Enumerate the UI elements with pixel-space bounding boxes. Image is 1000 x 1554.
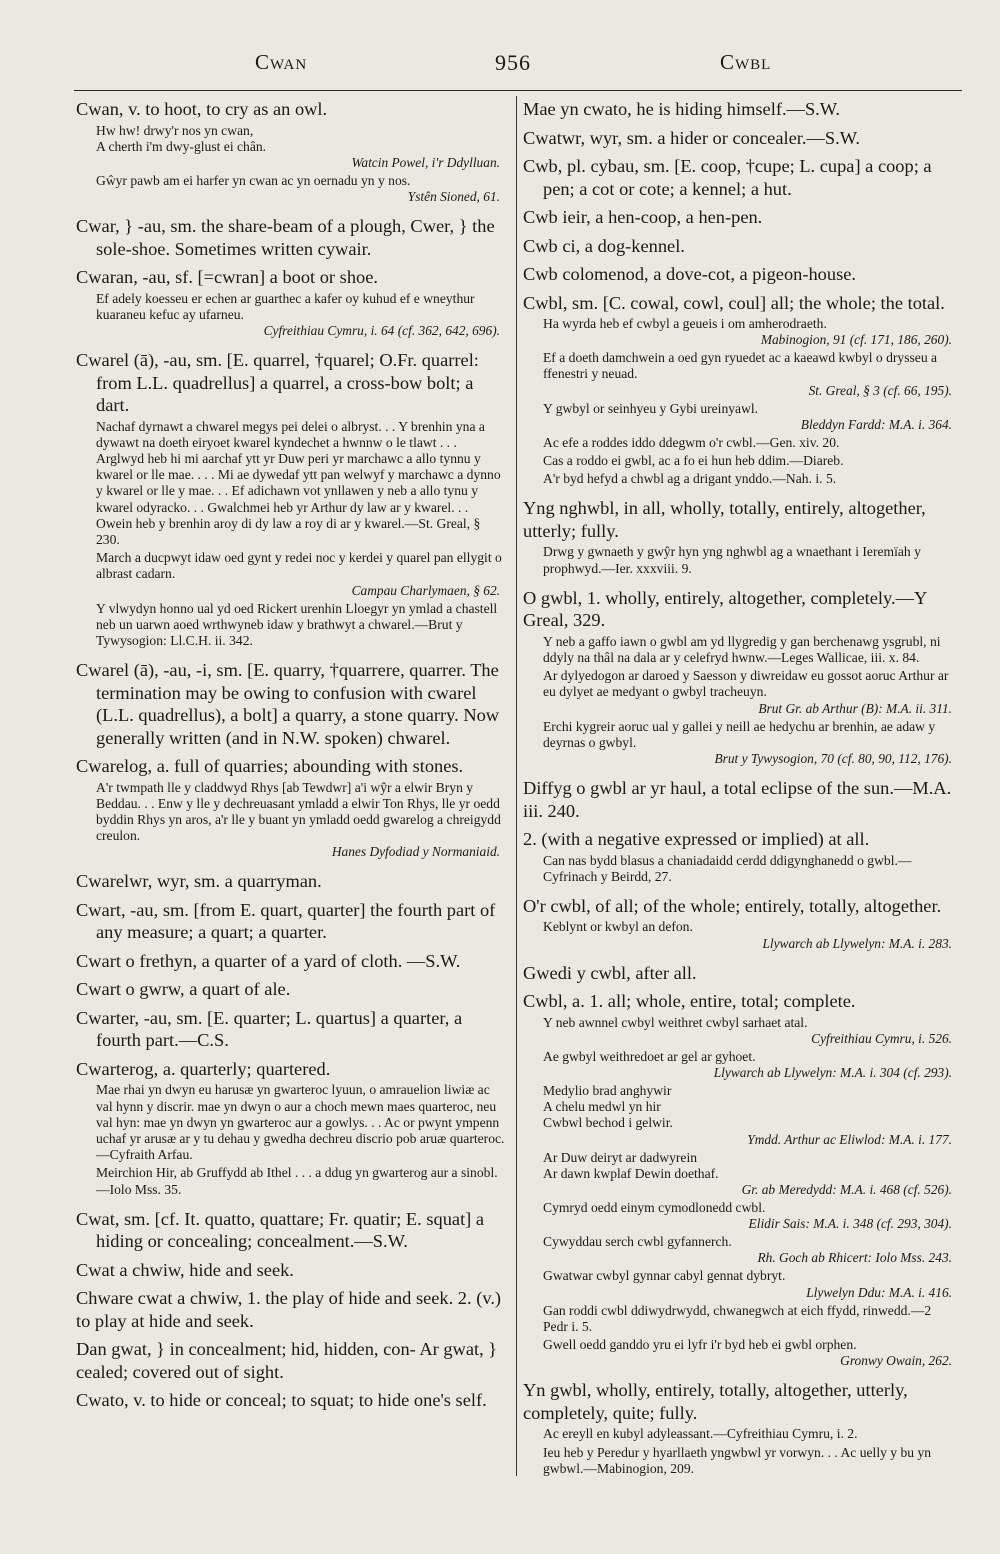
entry-gap <box>76 860 506 868</box>
sub-definition: Diffyg o gwbl ar yr haul, a total eclipse of the sun.—M.A. iii. 240. <box>523 778 952 821</box>
sub-definition: Chware cwat a chwiw, 1. the play of hide and seek. 2. (v.) to play at hide and seek. <box>76 1288 502 1331</box>
citation-text: A'r twmpath lle y claddwyd Rhys [ab Tewdwr] a'i wŷr a elwir Bryn y Beddau. . . Enw y lle y dechreuasant ymladd a elwir Ton Rhys, lle yr oedd byddin Rhys yn aros, a'r lle y buant yn ymladd oedd gwarelog a chreigydd creulon. <box>96 779 501 844</box>
citation-text: Ar dawn kwplaf Dewin doethaf. <box>543 1165 719 1181</box>
citation-text: Ef adely koesseu er echen ar guarthec a kafer oy kuhud ef e wneythur kuaraneu kefuc ay ufarneu. <box>96 290 475 322</box>
citation-text: A chelu medwl yn hir <box>543 1099 661 1115</box>
headword-definition: Cwaran, -au, sf. [=cwran] a boot or shoe. <box>76 267 378 288</box>
entry-gap <box>523 200 958 204</box>
dictionary-entry <box>523 235 958 262</box>
citation-source: Brut Gr. ab Arthur (B): M.A. ii. 311. <box>758 700 952 716</box>
citation-text: Drwg y gwnaeth y gwŷr hyn yng nghwbl ag a wnaethant i Ieremïah y prophwyd.—Ier. xxxviii. 9. <box>543 544 921 576</box>
entry-gap <box>523 487 958 495</box>
dictionary-entry <box>523 155 958 204</box>
dictionary-entry <box>76 1007 506 1056</box>
sub-definition: O'r cwbl, of all; of the whole; entirely, totally, altogether. <box>523 895 942 916</box>
citation-text: Ae gwbyl weithredoet ar gel ar gyhoet. <box>543 1048 756 1064</box>
sub-definition: Cwb ci, a dog-kennel. <box>523 235 685 256</box>
sub-definition: Dan gwat, } in concealment; hid, hidden, con- Ar gwat, } cealed; covered out of sight. <box>76 1339 498 1382</box>
entry-gap <box>76 1253 506 1257</box>
headword-definition: Cwarel (ā), -au, -i, sm. [E. quarry, †quarrere, quarrer. The termination may be owing to confusion with cwarel (L.L. quadrellus), a bolt] a quarry, a stone quarry. Now generally written (and in N.W. spoken) chwarel. <box>76 660 500 748</box>
citation-text: Y neb a gaffo iawn o gwbl am yd llygredig y gan berchenawg ysgrubl, ni ddyly na thâl na dala ar y celefryd hwnw.—Leges Wallicae, iii. x. 84. <box>543 633 941 666</box>
citation <box>543 1445 958 1477</box>
citation-text: Ha wyrda heb ef cwbyl a geueis i om amherodraeth. <box>543 316 827 331</box>
sub-definition: Mae yn cwato, he is hiding himself.—S.W. <box>523 99 841 119</box>
sub-definition: Yn gwbl, wholly, entirely, totally, altogether, utterly, completely, quite; fully. <box>523 1380 908 1423</box>
sub-definition: Cwart o frethyn, a quarter of a yard of cloth. —S.W. <box>76 950 461 971</box>
entry-gap <box>76 1332 506 1336</box>
sub-definition: Gwedi y cwbl, after all. <box>523 962 697 983</box>
headword-definition: Cwat, sm. [cf. It. quatto, quattare; Fr. quatir; E. squat] a hiding or concealing; concealment.—S.W. <box>76 1208 485 1252</box>
citation-text: Ieu heb y Peredur y hyarllaeth yngwbwl yr vorwyn. . . Ac uelly y bu yn gwbwl.—Mabinogion, 209. <box>543 1444 932 1476</box>
sub-definition: Yng nghwbl, in all, wholly, totally, entirely, altogether, utterly; fully. <box>523 498 926 541</box>
headword-definition: Cwbl, a. 1. all; whole, entire, total; complete. <box>523 991 856 1012</box>
entry-gap <box>523 885 958 893</box>
citation <box>543 1015 958 1047</box>
entry-gap <box>76 1052 506 1056</box>
citation <box>543 668 958 716</box>
citation-text: Ar dylyedogon ar daroed y Saesson y diwreidaw eu gossot aoruc Arthur ar eu dylyet ae medyant o gwbyl tracheuyn. <box>543 668 949 700</box>
citation-text: Gwatwar cwbyl gynnar cabyl gennat dybryt. <box>543 1268 786 1284</box>
entry-gap <box>523 984 958 988</box>
citation-source: Mabinogion, 91 (cf. 171, 186, 260). <box>760 332 952 348</box>
citation-text: A'r byd hefyd a chwbl ag a drigant ynddo.—Nah. i. 5. <box>543 471 837 487</box>
citation <box>543 471 958 487</box>
sub-definition: 2. (with a negative expressed or implied) at all. <box>523 829 870 850</box>
entry-gap <box>523 822 958 826</box>
citation-text: Keblynt or kwbyl an defon. <box>543 919 693 935</box>
headword-definition: Cwar, } -au, sm. the share-beam of a plough, Cwer, } the sole-shoe. Sometimes written cywair. <box>76 216 495 259</box>
citation-source: Ymdd. Arthur ac Eliwlod: M.A. i. 177. <box>747 1131 952 1147</box>
headword-definition: Cwarterog, a. quarterly; quartered. <box>76 1058 331 1079</box>
citation-source: Campau Charlymaen, § 62. <box>351 582 500 598</box>
citation-text: Gŵyr pawb am ei harfer yn cwan ac yn oernadu yn y nos. <box>96 172 411 188</box>
headword-definition: Cwarter, -au, sm. [E. quarter; L. quartus] a quarter, a fourth part.—C.S. <box>76 1007 463 1051</box>
citation <box>96 550 506 598</box>
headword-definition: Cwart, -au, sm. [from E. quart, quarter] the fourth part of any measure; a quart; a quarter. <box>76 899 496 943</box>
citation <box>543 1234 958 1266</box>
column-rule <box>516 96 517 1476</box>
citation <box>543 350 958 398</box>
citation <box>96 1165 506 1197</box>
dictionary-entry <box>76 659 506 753</box>
page-number: 956 <box>495 50 531 75</box>
entry-gap <box>523 577 958 585</box>
headword-definition: Cwan, v. to hoot, to cry as an owl. <box>76 99 328 119</box>
citation <box>543 453 958 469</box>
citation-text: Ef a doeth damchwein a oed gyn ryuedet ac a kaeawd kwbyl o drysseu a ffenestri y neuad. <box>543 350 938 382</box>
entry-gap <box>523 1369 958 1377</box>
dictionary-entry <box>76 899 506 948</box>
entry-gap <box>76 972 506 976</box>
citation <box>96 780 506 861</box>
sub-definition: Cwat a chwiw, hide and seek. <box>76 1259 294 1280</box>
citation <box>96 123 506 171</box>
dictionary-entry <box>76 349 506 657</box>
citation-source: Hanes Dyfodiad y Normaniaid. <box>331 844 500 860</box>
dictionary-entry <box>523 127 958 154</box>
citation-text: Gan roddi cwbl ddiwydrwydd, chwanegwch at eich ffydd, rinwedd.—2 Pedr i. 5. <box>543 1302 932 1334</box>
dictionary-entry <box>76 1259 506 1286</box>
citation-source: Llywelyn Ddu: M.A. i. 416. <box>806 1284 952 1300</box>
citation <box>543 316 958 348</box>
entry-gap <box>523 149 958 153</box>
dictionary-entry <box>523 206 958 233</box>
entry-gap <box>76 749 506 753</box>
citation-text: March a ducpwyt idaw oed gynt y redei noc y kerdei y quarel pan ellygit o albrast cadarn. <box>96 550 502 582</box>
citation-source: Ystên Sioned, 61. <box>407 189 500 205</box>
dictionary-entry <box>76 1338 506 1387</box>
citation-text: Ac ereyll en kubyl adyleassant.—Cyfreithiau Cymru, i. 2. <box>543 1426 858 1442</box>
dictionary-entry <box>523 962 958 989</box>
citation <box>543 719 958 767</box>
dictionary-entry <box>76 98 506 213</box>
entry-gap <box>523 952 958 960</box>
citation <box>543 853 958 885</box>
entry-gap <box>76 649 506 657</box>
citation <box>543 1200 958 1232</box>
citation <box>96 1082 506 1163</box>
sub-definition: Cwb ieir, a hen-coop, a hen-pen. <box>523 207 763 227</box>
citation-text: Medylio brad anghywir <box>543 1083 672 1099</box>
citation-text: A cherth i'm dwy-glust ei chân. <box>96 138 267 154</box>
citation-source: Brut y Tywysogion, 70 (cf. 80, 90, 112, 176). <box>714 751 952 767</box>
dictionary-entry <box>76 1058 506 1206</box>
citation-source: Llywarch ab Llywelyn: M.A. i. 304 (cf. 293). <box>713 1065 952 1081</box>
citation-text: Cas a roddo ei gwbl, ac a fo ei hun heb ddim.—Diareb. <box>543 453 844 469</box>
running-head <box>70 46 960 82</box>
dictionary-entry <box>76 266 506 347</box>
citation-source: Watcin Powel, i'r Ddylluan. <box>351 154 500 170</box>
citation-text: Cymryd oedd einym cymodlonedd cwbl. <box>543 1200 766 1216</box>
dictionary-entry <box>76 755 506 868</box>
citation-text: Mae rhai yn dwyn eu harusæ yn gwarteroc lyuun, o amrauelion liwiæ ac val hynn y discrir. mae yn dwyn o aur a choch mewn maes quarteroc, neu val hyn: mae yn dwyn yn gwarteroc aur a gowlys. . . Ac or pwynt ympenn uchaf yr arusæ ar y tu dehau y gwedha dechreu discrio pob aruæ quarteroc.—Cyfraith Arfau. <box>96 1082 505 1163</box>
citation <box>543 435 958 451</box>
citation <box>543 1303 958 1335</box>
citation-text: Can nas bydd blasus a chaniadaidd cerdd ddigynghanedd o gwbl.—Cyfrinach y Beirdd, 27. <box>543 852 912 884</box>
dictionary-entry <box>523 895 958 960</box>
headword-definition: Cwato, v. to hide or conceal; to squat; to hide one's self. <box>76 1390 487 1411</box>
headword-definition: Cwb, pl. cybau, sm. [E. coop, †cupe; L. cupa] a coop; a pen; a cot or cote; a kennel; a hut. <box>523 156 932 199</box>
entry-gap <box>76 1001 506 1005</box>
dictionary-entry <box>523 263 958 290</box>
citation-text: Meirchion Hir, ab Gruffydd ab Ithel . . . a ddug yn gwarterog aur a sinobl.—Iolo Mss. 35. <box>96 1165 498 1197</box>
dictionary-entry <box>523 777 958 826</box>
citation-source: St. Greal, § 3 (cf. 66, 195). <box>808 382 952 398</box>
citation-text: Ac efe a roddes iddo ddegwm o'r cwbl.—Gen. xiv. 20. <box>543 434 840 450</box>
dictionary-entry <box>76 950 506 977</box>
citation <box>543 919 958 951</box>
dictionary-entry <box>76 1389 506 1416</box>
entry-gap <box>76 260 506 264</box>
citation-source: Cyfreithiau Cymru, i. 64 (cf. 362, 642, 696). <box>263 323 500 339</box>
citation-text: Y neb awnnel cwbyl weithret cwbyl sarhaet atal. <box>543 1014 808 1030</box>
citation-source: Gronwy Owain, 262. <box>840 1353 952 1369</box>
citation-text: Hw hw! drwy'r nos yn cwan, <box>96 122 254 138</box>
dictionary-entry <box>523 828 958 893</box>
citation <box>543 1426 958 1442</box>
entry-gap <box>523 767 958 775</box>
dictionary-entry <box>523 497 958 584</box>
citation-text: Erchi kygreir aoruc ual y gallei y neill ae hedychu ar brenhin, ae adaw y deyrnas o gwbyl. <box>543 718 936 750</box>
headword-definition: Cwarel (ā), -au, sm. [E. quarrel, †quarel; O.Fr. quarrel: from L.L. quadrellus] a quarrel, a cross-bow bolt; a dart. <box>76 350 479 416</box>
sub-definition: Cwb colomenod, a dove-cot, a pigeon-house. <box>523 264 856 284</box>
dictionary-entry <box>523 292 958 496</box>
citation-source: Bleddyn Fardd: M.A. i. 364. <box>800 416 952 432</box>
citation <box>543 544 958 576</box>
running-head-left: Cwan <box>255 50 308 74</box>
citation <box>543 1049 958 1081</box>
header-rule <box>74 90 962 91</box>
citation <box>96 601 506 650</box>
entry-gap <box>76 1198 506 1206</box>
dictionary-entry <box>523 1379 958 1485</box>
citation <box>543 1268 958 1300</box>
citation-text: Cywyddau serch cwbl gyfannerch. <box>543 1234 732 1250</box>
entry-gap <box>76 1412 506 1416</box>
citation-text: Nachaf dyrnawt a chwarel megys pei delei o albryst. . . Y brenhin yna a dywawt na doeth eiryoet kwarel kyndechet a hwnnw o le tlawt . . . Arglwyd heb hi mi aarchaf ytt yr Duw peri yr marchawc a allo tynnu y kwarel or lle mae. . . . Mi ae dywedaf ytt pan welwyf y marchawc a dynno y kwarel or lle y mae. . . Ef adichawn vot ynllawen y neb a allo tynu y kwarel odyracko. . . Gwalchmei heb yr Arthur dy law ar y kwarel. . . Owein heb y brenhin aroy di dy law a roy di ar y kwarel.—St. Greal, § 230. <box>96 418 501 547</box>
citation-text: Y vlwydyn honno ual yd oed Rickert urenhin Lloegyr yn ymlad a chastell neb un uarwn aoed wrthwyneb idaw y brathwyt a chwarel.—Brut y Tywysogion: Ll.C.H. ii. 342. <box>96 600 498 648</box>
entry-gap <box>76 205 506 213</box>
dictionary-entry <box>76 978 506 1005</box>
sub-definition: Cwart o gwrw, a quart of ale. <box>76 979 291 1000</box>
dictionary-entry <box>523 98 958 125</box>
citation-source: Cyfreithiau Cymru, i. 526. <box>811 1030 952 1046</box>
entry-gap <box>76 893 506 897</box>
headword-definition: Cwatwr, wyr, sm. a hider or concealer.—S.W. <box>523 127 860 148</box>
citation-source: Gr. ab Meredydd: M.A. i. 468 (cf. 526). <box>741 1182 952 1198</box>
sub-definition: O gwbl, 1. wholly, entirely, altogether, completely.—Y Greal, 329. <box>523 587 927 631</box>
running-head-right: Cwbl <box>720 50 772 74</box>
dictionary-entry <box>523 990 958 1377</box>
headword-definition: Cwarelog, a. full of quarries; abounding with stones. <box>76 756 464 777</box>
citation <box>96 173 506 205</box>
citation <box>543 1337 958 1369</box>
citation <box>543 1083 958 1148</box>
headword-definition: Cwarelwr, wyr, sm. a quarryman. <box>76 871 322 892</box>
entry-gap <box>523 286 958 290</box>
dictionary-entry <box>76 215 506 264</box>
entry-gap <box>76 944 506 948</box>
citation-text: Cwbwl bechod i gelwir. <box>543 1115 673 1131</box>
left-column <box>76 98 506 1498</box>
dictionary-entry <box>76 870 506 897</box>
entry-gap <box>76 1281 506 1285</box>
entry-gap <box>523 229 958 233</box>
citation-text: Gwell oedd ganddo yru ei lyfr i'r byd heb ei gwbl orphen. <box>543 1337 857 1353</box>
right-column <box>523 98 958 1498</box>
entry-gap <box>523 257 958 261</box>
citation-source: Llywarch ab Llywelyn: M.A. i. 283. <box>762 935 952 951</box>
headword-definition: Cwbl, sm. [C. cowal, cowl, coul] all; the whole; the total. <box>523 292 945 313</box>
entry-gap <box>76 339 506 347</box>
entry-gap <box>523 1477 958 1485</box>
citation <box>543 1150 958 1198</box>
citation-text: Y gwbyl or seinhyeu y Gybi ureinyawl. <box>543 400 759 416</box>
citation-source: Rh. Goch ab Rhicert: Iolo Mss. 243. <box>757 1250 952 1266</box>
citation-source: Elidir Sais: M.A. i. 348 (cf. 293, 304). <box>748 1216 952 1232</box>
dictionary-entry <box>76 1287 506 1336</box>
dictionary-entry <box>523 587 958 775</box>
citation <box>543 401 958 433</box>
citation <box>96 291 506 339</box>
dictionary-entry <box>76 1208 506 1257</box>
citation <box>543 634 958 666</box>
entry-gap <box>523 121 958 125</box>
citation-text: Ar Duw deiryt ar dadwyrein <box>543 1149 698 1165</box>
entry-gap <box>76 1383 506 1387</box>
citation <box>96 419 506 549</box>
